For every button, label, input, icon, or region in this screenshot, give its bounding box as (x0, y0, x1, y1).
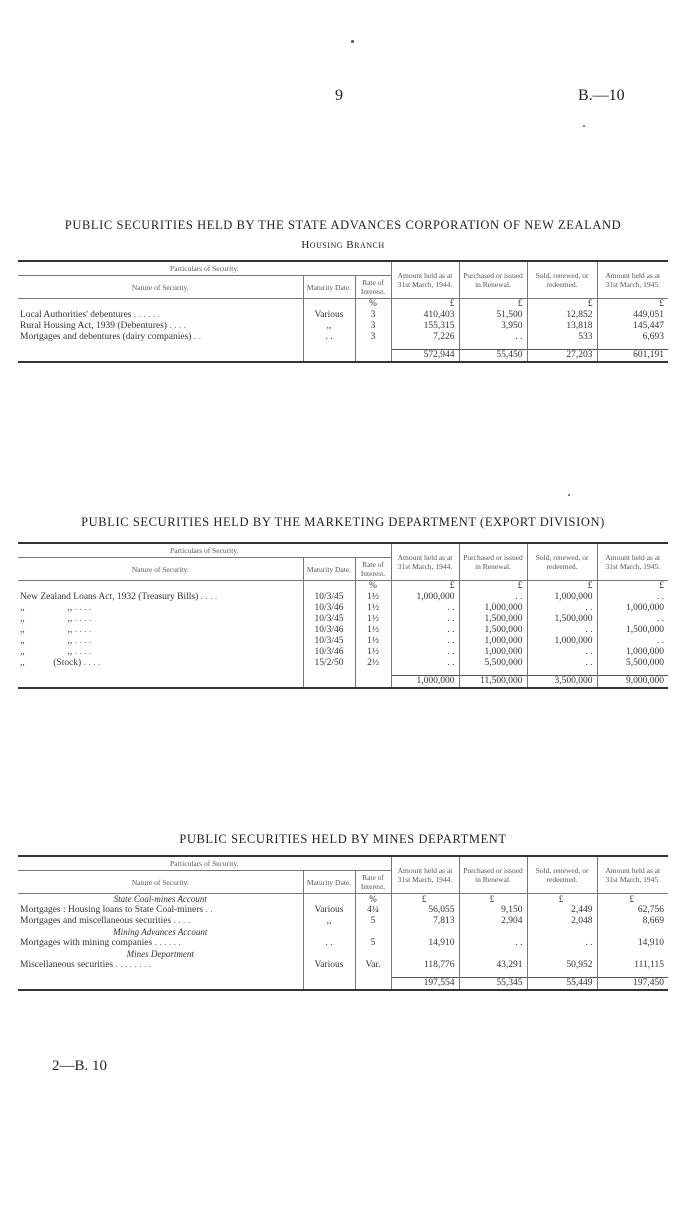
header-sold: Sold, renewed, or redeemed. (527, 543, 597, 581)
group-heading-row (18, 927, 668, 938)
purchased-cell: . . (459, 592, 527, 603)
total-held-1945: 601,191 (597, 349, 668, 362)
nature-cell: Local Authorities' debentures (20, 310, 132, 320)
rate-cell: Var. (355, 960, 391, 971)
held-1945-cell: . . (597, 614, 668, 625)
scan-speck (351, 40, 354, 43)
rate-cell: 1½ (355, 614, 391, 625)
table-row (18, 938, 668, 949)
sold-cell: 533 (527, 332, 597, 343)
header-particulars: Particulars of Security. (18, 543, 391, 558)
unit-money: £ (527, 299, 597, 311)
group-heading: State Coal-mines Account (113, 894, 207, 904)
header-purchased: Purchased or issued in Renewal. (459, 261, 527, 299)
group-heading: Mines Department (126, 949, 194, 959)
unit-money: £ (597, 581, 668, 593)
unit-money: £ (391, 894, 459, 906)
rate-cell: 2½ (355, 658, 391, 669)
section-mines-department (18, 832, 668, 991)
header-held-1944: Amount held as at 31st March, 1944. (391, 261, 459, 299)
unit-money: £ (597, 299, 668, 311)
header-nature: Nature of Security. (131, 877, 189, 887)
rate-cell: 4¼ (355, 905, 391, 916)
totals-row (18, 349, 668, 362)
maturity-cell: Various (303, 310, 355, 321)
section-title: PUBLIC SECURITIES HELD BY MINES DEPARTMENT (179, 832, 507, 846)
header-nature: Nature of Security. (131, 282, 189, 292)
section-subtitle: Housing Branch (301, 239, 385, 251)
purchased-cell: 51,500 (459, 310, 527, 321)
total-held-1945: 9,000,000 (597, 675, 668, 688)
held-1944-cell: 7,813 (391, 916, 459, 927)
header-sold: Sold, renewed, or redeemed. (527, 261, 597, 299)
sold-cell: . . (527, 658, 597, 669)
held-1945-cell: . . (597, 636, 668, 647)
header-particulars: Particulars of Security. (18, 856, 391, 871)
maturity-cell: ,, (303, 916, 355, 927)
header-held-1945: Amount held as at 31st March, 1945. (597, 856, 668, 894)
unit-rate: % (355, 581, 391, 593)
sold-cell: 13,818 (527, 321, 597, 332)
rate-cell: 5 (355, 916, 391, 927)
nature-cell: New Zealand Loans Act, 1932 (Treasury Bills) (20, 592, 199, 602)
table-row (18, 960, 668, 971)
header-maturity: Maturity Date. (303, 871, 355, 894)
leader-dots: . . . . . . (133, 310, 160, 320)
securities-table (18, 260, 668, 363)
sold-cell: 2,449 (527, 905, 597, 916)
held-1945-cell: 5,500,000 (597, 658, 668, 669)
sold-cell: 1,000,000 (527, 636, 597, 647)
held-1944-cell: 14,910 (391, 938, 459, 949)
unit-money: £ (391, 299, 459, 311)
held-1944-cell: 56,055 (391, 905, 459, 916)
header-particulars: Particulars of Security. (18, 261, 391, 276)
header-rate: Rate of Interest. (355, 558, 391, 581)
rate-cell: 1½ (355, 625, 391, 636)
held-1945-cell: 1,000,000 (597, 603, 668, 614)
page-number: 9 (335, 87, 343, 104)
unit-rate: % (355, 299, 391, 311)
maturity-cell: 10/3/46 (303, 647, 355, 658)
purchased-cell: 9,150 (459, 905, 527, 916)
maturity-cell: 15/2/50 (303, 658, 355, 669)
leader-dots: . . . . . . . . (115, 960, 152, 970)
total-held-1944: 1,000,000 (391, 675, 459, 688)
total-purchased: 11,500,000 (459, 675, 527, 688)
held-1945-cell: 1,000,000 (597, 647, 668, 658)
total-sold: 3,500,000 (527, 675, 597, 688)
held-1944-cell: . . (391, 636, 459, 647)
leader-dots: . . . . (74, 603, 92, 613)
held-1945-cell: 62,756 (597, 905, 668, 916)
section-marketing-department (18, 515, 668, 689)
header-nature: Nature of Security. (131, 564, 189, 574)
totals-row (18, 977, 668, 990)
total-purchased: 55,450 (459, 349, 527, 362)
nature-cell: ,, (Stock) (20, 658, 82, 668)
scan-speck (583, 125, 585, 127)
purchased-cell: 1,500,000 (459, 614, 527, 625)
header-maturity: Maturity Date. (303, 558, 355, 581)
sold-cell: . . (527, 647, 597, 658)
leader-dots: . . . . (74, 636, 92, 646)
group-heading-row (18, 949, 668, 960)
purchased-cell: 1,500,000 (459, 625, 527, 636)
sold-cell: 1,500,000 (527, 614, 597, 625)
sold-cell: 1,000,000 (527, 592, 597, 603)
table-row (18, 321, 668, 332)
nature-cell: Mortgages with mining companies (20, 938, 153, 948)
nature-cell: Mortgages : Housing loans to State Coal-miners (20, 905, 204, 915)
total-held-1945: 197,450 (597, 977, 668, 990)
total-purchased: 55,345 (459, 977, 527, 990)
table-row (18, 332, 668, 343)
held-1945-cell: 145,447 (597, 321, 668, 332)
table-row (18, 636, 668, 647)
held-1945-cell: 1,500,000 (597, 625, 668, 636)
held-1944-cell: 1,000,000 (391, 592, 459, 603)
table-row (18, 647, 668, 658)
held-1944-cell: . . (391, 658, 459, 669)
held-1944-cell: 155,315 (391, 321, 459, 332)
nature-cell: ,, ,, (20, 603, 73, 613)
nature-cell: ,, ,, (20, 636, 73, 646)
rate-cell: 3 (355, 332, 391, 343)
purchased-cell: 2,904 (459, 916, 527, 927)
purchased-cell: 1,000,000 (459, 636, 527, 647)
table-row (18, 905, 668, 916)
rate-cell: 1½ (355, 647, 391, 658)
sold-cell: . . (527, 938, 597, 949)
securities-table (18, 855, 668, 991)
rate-cell: 1½ (355, 592, 391, 603)
header-purchased: Purchased or issued in Renewal. (459, 856, 527, 894)
nature-cell: Mortgages and debentures (dairy companies) (20, 332, 192, 342)
unit-money: £ (459, 894, 527, 906)
nature-cell: ,, ,, (20, 614, 73, 624)
header-held-1944: Amount held as at 31st March, 1944. (391, 543, 459, 581)
maturity-cell: 10/3/46 (303, 603, 355, 614)
total-sold: 55,449 (527, 977, 597, 990)
leader-dots: . . . . (169, 321, 186, 331)
held-1944-cell: . . (391, 647, 459, 658)
held-1944-cell: . . (391, 614, 459, 625)
sold-cell: 50,952 (527, 960, 597, 971)
held-1944-cell: 410,403 (391, 310, 459, 321)
held-1945-cell: 111,115 (597, 960, 668, 971)
purchased-cell: . . (459, 938, 527, 949)
maturity-cell: 10/3/45 (303, 636, 355, 647)
rate-cell: 1½ (355, 636, 391, 647)
nature-cell: Miscellaneous securities (20, 960, 114, 970)
nature-cell: Mortgages and miscellaneous securities (20, 916, 172, 926)
header-held-1944: Amount held as at 31st March, 1944. (391, 856, 459, 894)
maturity-cell: 10/3/45 (303, 614, 355, 625)
purchased-cell: 1,000,000 (459, 647, 527, 658)
purchased-cell: 3,950 (459, 321, 527, 332)
leader-dots: . . . . (200, 592, 218, 602)
unit-money: £ (597, 894, 668, 906)
leader-dots: . . . . (74, 625, 92, 635)
header-rate: Rate of Interest. (355, 276, 391, 299)
rate-cell: 3 (355, 310, 391, 321)
page-reference: B.—10 (578, 87, 625, 104)
held-1944-cell: 118,776 (391, 960, 459, 971)
leader-dots: . . . . (74, 614, 92, 624)
group-heading-row (18, 894, 668, 906)
maturity-cell: Various (303, 960, 355, 971)
maturity-cell: . . (303, 332, 355, 343)
scan-speck (568, 494, 570, 496)
unit-rate: % (355, 894, 391, 906)
leader-dots: . . . . . . (154, 938, 181, 948)
total-held-1944: 197,554 (391, 977, 459, 990)
header-purchased: Purchased or issued in Renewal. (459, 543, 527, 581)
held-1945-cell: 449,051 (597, 310, 668, 321)
total-sold: 27,203 (527, 349, 597, 362)
group-heading: Mining Advances Account (113, 927, 208, 937)
leader-dots: . . (193, 332, 201, 342)
unit-money: £ (391, 581, 459, 593)
unit-money: £ (527, 894, 597, 906)
totals-row (18, 675, 668, 688)
section-title: PUBLIC SECURITIES HELD BY THE STATE ADVANCES CORPORATION OF NEW ZEALAND (64, 218, 622, 232)
table-row (18, 916, 668, 927)
table-row (18, 592, 668, 603)
header-held-1945: Amount held as at 31st March, 1945. (597, 543, 668, 581)
held-1944-cell: 7,226 (391, 332, 459, 343)
table-row (18, 603, 668, 614)
section-housing-branch (18, 218, 668, 363)
purchased-cell: 43,291 (459, 960, 527, 971)
purchased-cell: 1,000,000 (459, 603, 527, 614)
leader-dots: . . (205, 905, 213, 915)
nature-cell: ,, ,, (20, 647, 73, 657)
rate-cell: 5 (355, 938, 391, 949)
held-1944-cell: . . (391, 625, 459, 636)
section-title: PUBLIC SECURITIES HELD BY THE MARKETING DEPARTMENT (EXPORT DIVISION) (81, 515, 605, 529)
maturity-cell: 10/3/45 (303, 592, 355, 603)
leader-dots: . . . . (83, 658, 101, 668)
header-sold: Sold, renewed, or redeemed. (527, 856, 597, 894)
nature-cell: ,, ,, (20, 625, 73, 635)
maturity-cell: . . (303, 938, 355, 949)
purchased-cell: . . (459, 332, 527, 343)
sold-cell: 12,852 (527, 310, 597, 321)
page-footer: 2—B. 10 (52, 1058, 108, 1074)
rate-cell: 1½ (355, 603, 391, 614)
held-1944-cell: . . (391, 603, 459, 614)
unit-money: £ (459, 581, 527, 593)
maturity-cell: Various (303, 905, 355, 916)
leader-dots: . . . . (74, 647, 92, 657)
unit-money: £ (459, 299, 527, 311)
nature-cell: Rural Housing Act, 1939 (Debentures) (20, 321, 167, 331)
sold-cell: 2,048 (527, 916, 597, 927)
table-row (18, 625, 668, 636)
sold-cell: . . (527, 625, 597, 636)
sold-cell: . . (527, 603, 597, 614)
held-1945-cell: 14,910 (597, 938, 668, 949)
securities-table (18, 542, 668, 689)
header-held-1945: Amount held as at 31st March, 1945. (597, 261, 668, 299)
unit-money: £ (527, 581, 597, 593)
total-held-1944: 572,944 (391, 349, 459, 362)
header-rate: Rate of Interest. (355, 871, 391, 894)
maturity-cell: ,, (303, 321, 355, 332)
held-1945-cell: 6,693 (597, 332, 668, 343)
leader-dots: . . . . (173, 916, 191, 926)
maturity-cell: 10/3/46 (303, 625, 355, 636)
table-row (18, 658, 668, 669)
rate-cell: 3 (355, 321, 391, 332)
table-row (18, 310, 668, 321)
header-maturity: Maturity Date. (303, 276, 355, 299)
table-row (18, 614, 668, 625)
held-1945-cell: . . (597, 592, 668, 603)
held-1945-cell: 8,669 (597, 916, 668, 927)
purchased-cell: 5,500,000 (459, 658, 527, 669)
